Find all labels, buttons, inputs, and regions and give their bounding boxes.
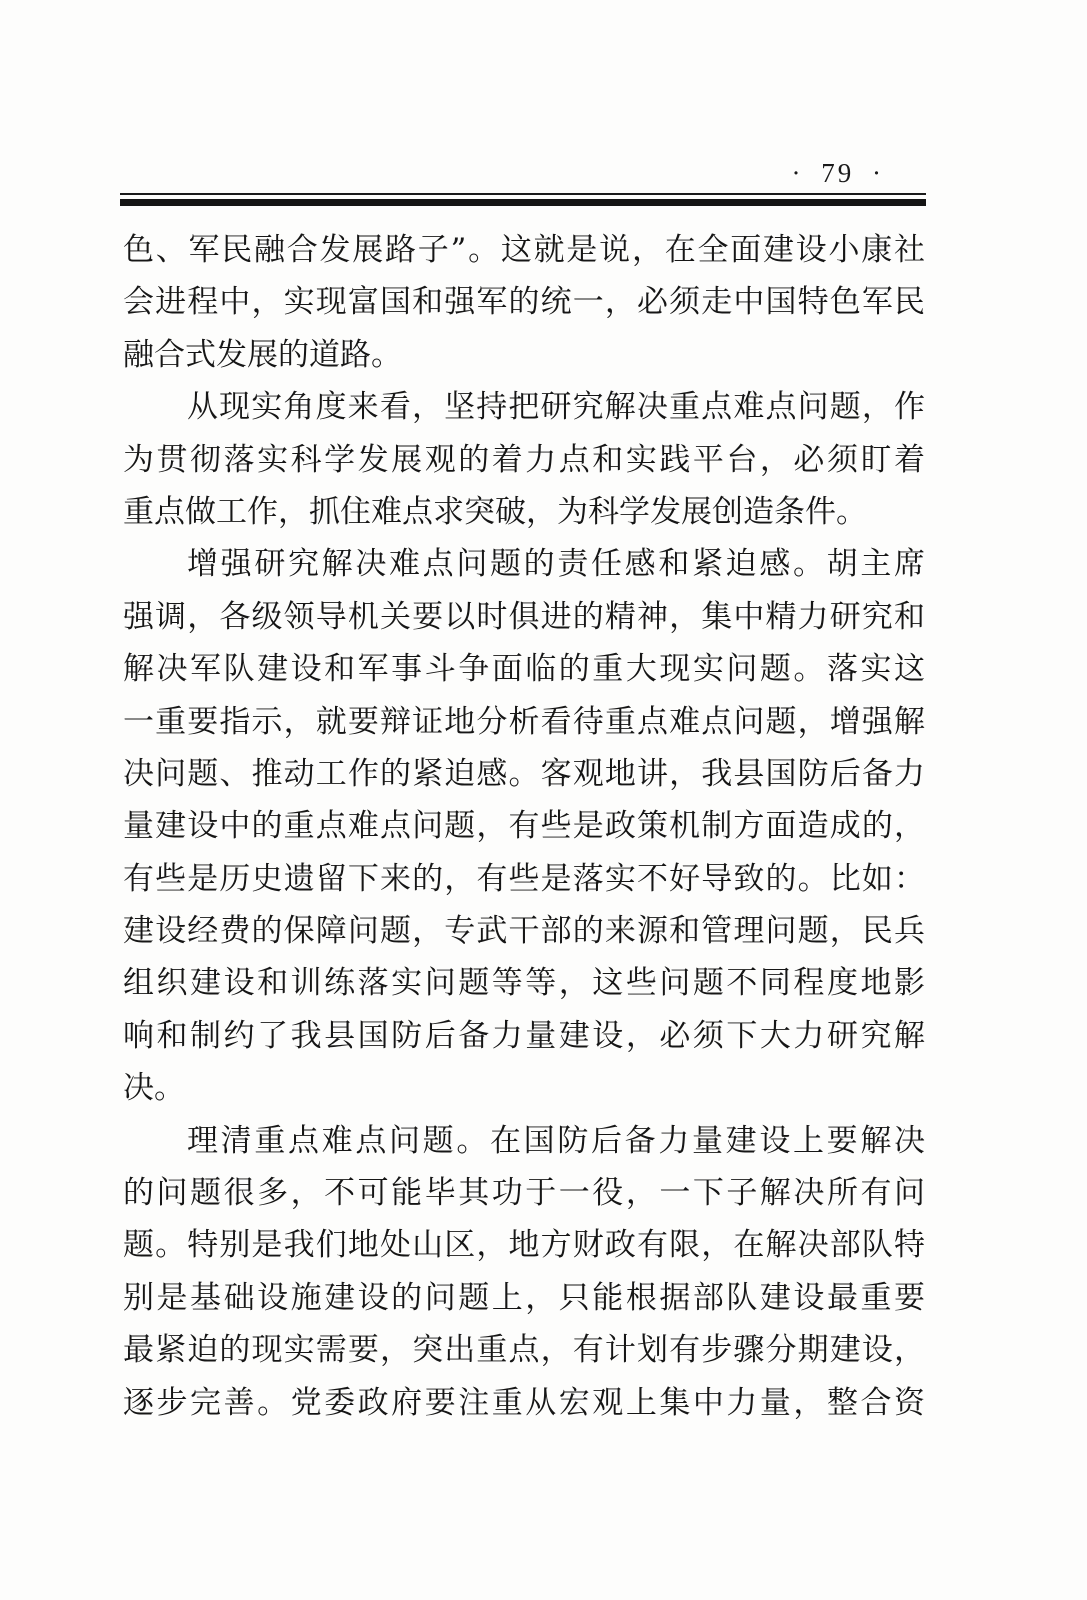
text-line: 组织建设和训练落实问题等等，这些问题不同程度地影 (123, 965, 925, 1002)
page-number: · 79 · (791, 158, 884, 188)
text-line: 逐步完善。党委政府要注重从宏观上集中力量，整合资 (123, 1384, 925, 1421)
text-line: 从现实角度来看，坚持把研究解决重点难点问题，作 (187, 389, 925, 426)
text-line: 会进程中，实现富国和强军的统一，必须走中国特色军民 (123, 284, 925, 321)
text-line: 解决军队建设和军事斗争面临的重大现实问题。落实这 (123, 651, 925, 688)
paragraph (123, 538, 925, 1114)
header-rule (120, 193, 926, 207)
header-rule-thick-line (120, 199, 926, 206)
text-line: 响和制约了我县国防后备力量建设，必须下大力研究解 (123, 1017, 925, 1054)
paragraph (123, 381, 925, 538)
text-line: 题。特别是我们地处山区，地方财政有限，在解决部队特 (123, 1227, 925, 1264)
text-line: 决。 (123, 1070, 185, 1107)
paragraph (123, 224, 925, 381)
text-line: 决问题、推动工作的紧迫感。客观地讲，我县国防后备力 (123, 755, 925, 792)
text-line: 理清重点难点问题。在国防后备力量建设上要解决 (187, 1122, 925, 1159)
text-line: 建设经费的保障问题，专武干部的来源和管理问题，民兵 (123, 913, 925, 950)
text-line: 融合式发展的道路。 (123, 336, 402, 373)
text-line: 最紧迫的现实需要，突出重点，有计划有步骤分期建设， (123, 1332, 925, 1369)
text-line: 有些是历史遗留下来的，有些是落实不好导致的。比如： (123, 860, 925, 897)
text-line: 增强研究解决难点问题的责任感和紧迫感。胡主席 (187, 546, 925, 583)
text-line: 色、军民融合发展路子”。这就是说，在全面建设小康社 (123, 232, 925, 268)
text-line: 重点做工作，抓住难点求突破，为科学发展创造条件。 (123, 493, 867, 530)
text-line: 别是基础设施建设的问题上，只能根据部队建设最重要 (123, 1279, 925, 1316)
paragraph (123, 1115, 925, 1429)
text-line: 的问题很多，不可能毕其功于一役，一下子解决所有问 (123, 1175, 925, 1212)
text-line: 为贯彻落实科学发展观的着力点和实践平台，必须盯着 (123, 441, 925, 478)
text-line: 强调，各级领导机关要以时俱进的精神，集中精力研究和 (123, 598, 925, 635)
text-line: 一重要指示，就要辩证地分析看待重点难点问题，增强解 (123, 703, 925, 740)
text-line: 量建设中的重点难点问题，有些是政策机制方面造成的， (123, 808, 925, 845)
body-text (123, 224, 925, 1429)
header-rule-thin-line (120, 193, 926, 195)
